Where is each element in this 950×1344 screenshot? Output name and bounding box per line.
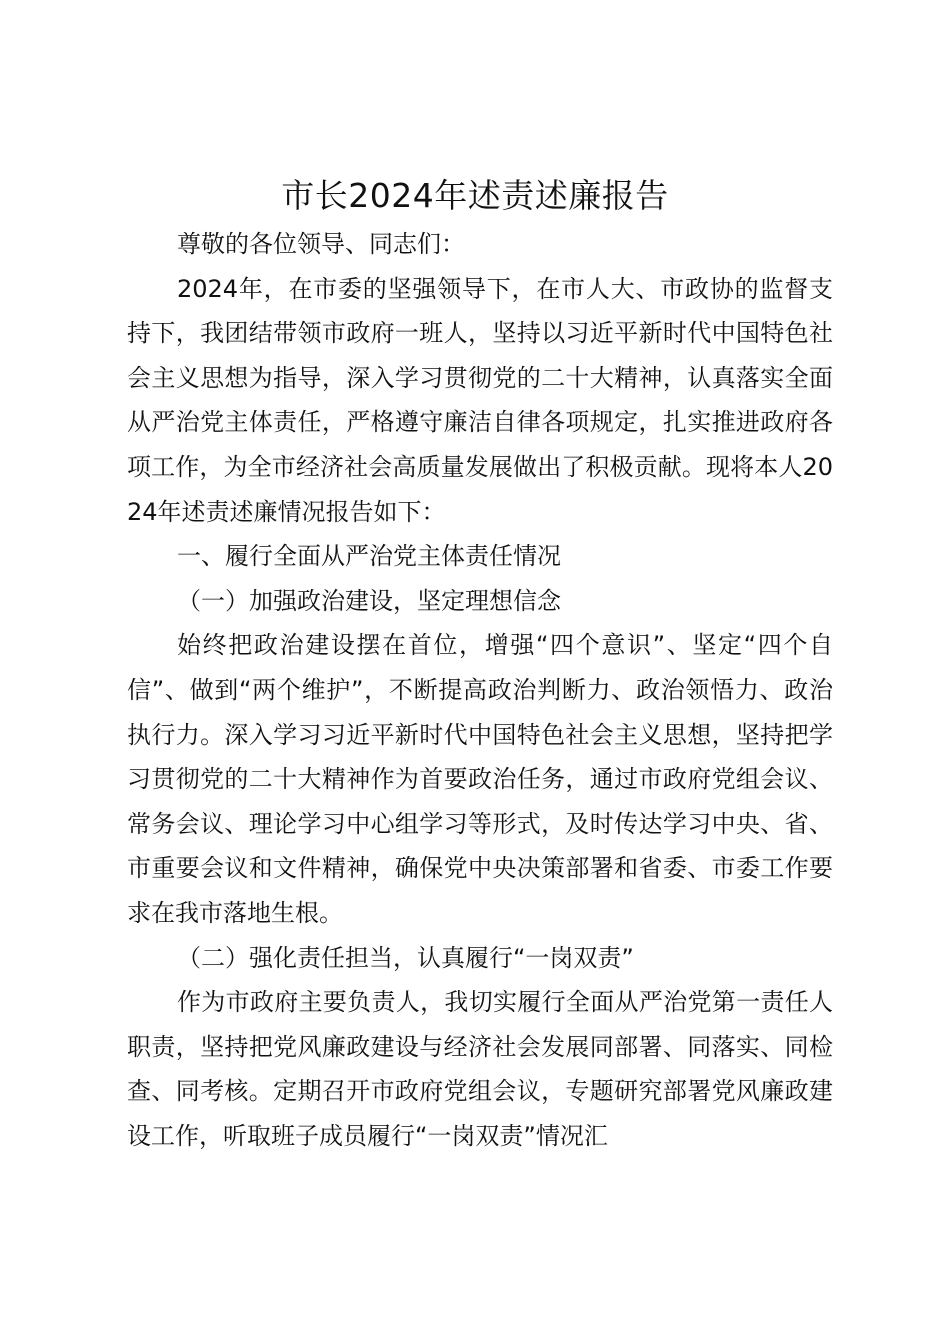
subsection-1-paragraph: 始终把政治建设摆在首位，增强“四个意识”、坚定“四个自信”、做到“两个维护”，不断提高政治判断力、政治领悟力、政治执行力。深入学习习近平新时代中国特色社会主义思想，坚持把学习贯彻党的二十大精神作为首要政治任务，通过市政府党组会议、常务会议、理论学习中心组学习等形式，及时传达学习中央、省、市重要会议和文件精神，确保党中央决策部署和省委、市委工作要求在我市落地生根。 — [127, 631, 833, 927]
subsection-2-heading: （二）强化责任担当，认真履行“一岗双责” — [177, 943, 634, 972]
intro-paragraph: 2024年，在市委的坚强领导下，在市人大、市政协的监督支持下，我团结带领市政府一班人，坚持以习近平新时代中国特色社会主义思想为指导，深入学习贯彻党的二十大精神，认真落实全面从严治党主体责任，严格遵守廉洁自律各项规定，扎实推进政府各项工作，为全市经济社会高质量发展做出了积极贡献。现将本人2024年述责述廉情况报告如下： — [127, 274, 833, 526]
salutation: 尊敬的各位领导、同志们： — [177, 230, 465, 258]
subsection-1-heading: （一）加强政治建设，坚定理想信念 — [177, 586, 561, 615]
document-title: 市长2024年述责述廉报告 — [281, 176, 669, 215]
document-body — [127, 222, 833, 1158]
subsection-2-paragraph: 作为市政府主要负责人，我切实履行全面从严治党第一责任人职责，坚持把党风廉政建设与经济社会发展同部署、同落实、同检查、同考核。定期召开市政府党组会议，专题研究部署党风廉政建设工作，听取班子成员履行“一岗双责”情况汇 — [127, 988, 833, 1150]
section-1-heading: 一、履行全面从严治党主体责任情况 — [177, 542, 561, 571]
